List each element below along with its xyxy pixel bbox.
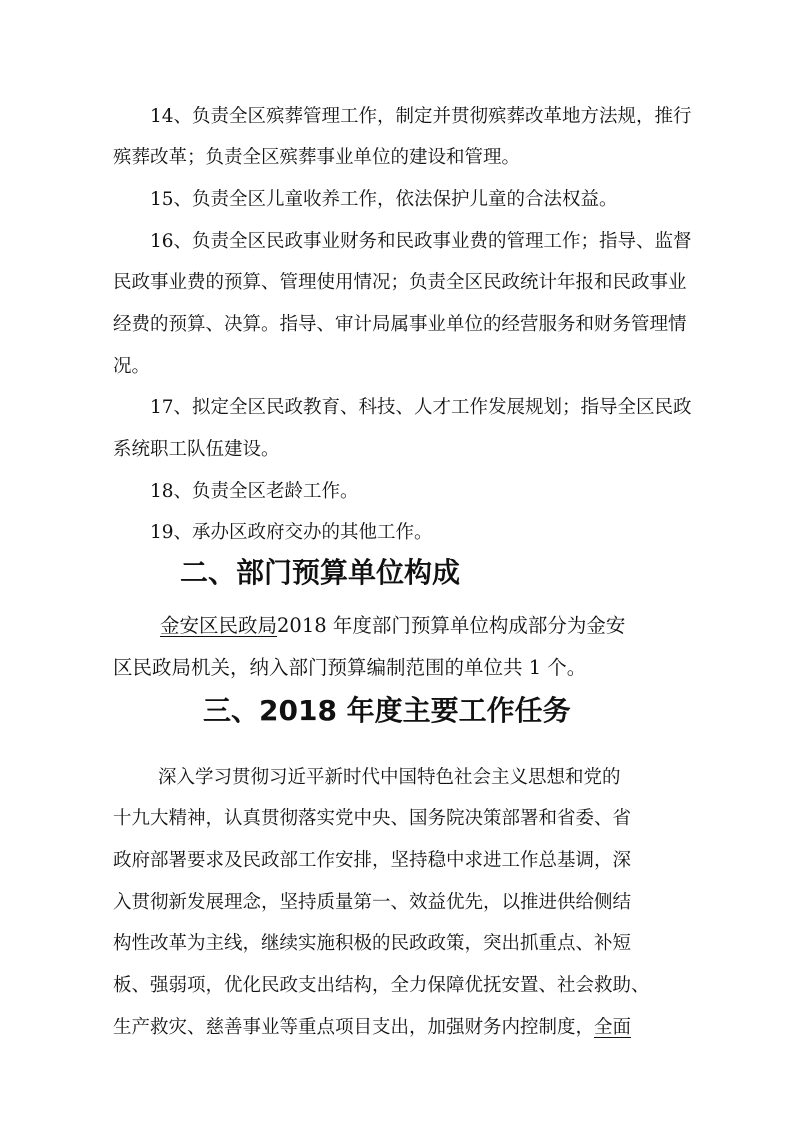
item-14-line-2: 殡葬改革；负责全区殡葬事业单位的建设和管理。: [113, 147, 521, 168]
item-19: 19、承办区政府交办的其他工作。: [150, 522, 433, 543]
unit-name-underlined: 金安区民政局: [160, 614, 278, 637]
section-3-line-4: 入贯彻新发展理念，坚持质量第一、效益优先，以推进供给侧结: [113, 892, 632, 913]
item-18: 18、负责全区老龄工作。: [150, 481, 359, 502]
section-2-paragraph-line-2: 区民政局机关，纳入部门预算编制范围的单位共 1 个。: [113, 656, 587, 679]
item-16-line-1: 16、负责全区民政事业财务和民政事业费的管理工作；指导、监督: [150, 231, 692, 252]
section-3-line-7: [113, 1016, 631, 1040]
item-17-line-2: 系统职工队伍建设。: [113, 439, 280, 460]
item-17-line-1: 17、拟定全区民政教育、科技、人才工作发展规划；指导全区民政: [150, 397, 692, 418]
section-3-heading: 三、2018 年度主要工作任务: [203, 694, 571, 727]
section-3-line-1: 深入学习贯彻习近平新时代中国特色社会主义思想和党的: [158, 767, 621, 788]
section-3-line-5: 构性改革为主线，继续实施积极的民政政策，突出抓重点、补短: [113, 933, 632, 954]
item-16-line-4: 况。: [113, 356, 151, 377]
section-3-line-3: 政府部署要求及民政部工作安排，坚持稳中求进工作总基调，深: [113, 850, 632, 871]
section-3-line-6: 板、强弱项，优化民政支出结构，全力保障优抚安置、社会救助、: [113, 975, 650, 996]
item-15: 15、负责全区儿童收养工作，依法保护儿童的合法权益。: [150, 189, 618, 210]
section-2-paragraph-line-1: [160, 614, 625, 638]
section-3-line-7-text: 生产救灾、慈善事业等重点项目支出，加强财务内控制度，: [113, 1017, 595, 1038]
item-16-line-3: 经费的预算、决算。指导、审计局属事业单位的经营服务和财务管理情: [113, 314, 687, 335]
item-16-line-2: 民政事业费的预算、管理使用情况；负责全区民政统计年报和民政事业: [113, 272, 687, 293]
section-2-heading: 二、部门预算单位构成: [180, 556, 461, 589]
item-14-line-1: 14、负责全区殡葬管理工作，制定并贯彻殡葬改革地方法规，推行: [150, 106, 692, 127]
section-3-underlined-text: 全面: [594, 1017, 632, 1038]
section-2-paragraph-text: 2018 年度部门预算单位构成部分为金安: [277, 614, 626, 637]
section-3-line-2: 十九大精神，认真贯彻落实党中央、国务院决策部署和省委、省: [113, 808, 632, 829]
